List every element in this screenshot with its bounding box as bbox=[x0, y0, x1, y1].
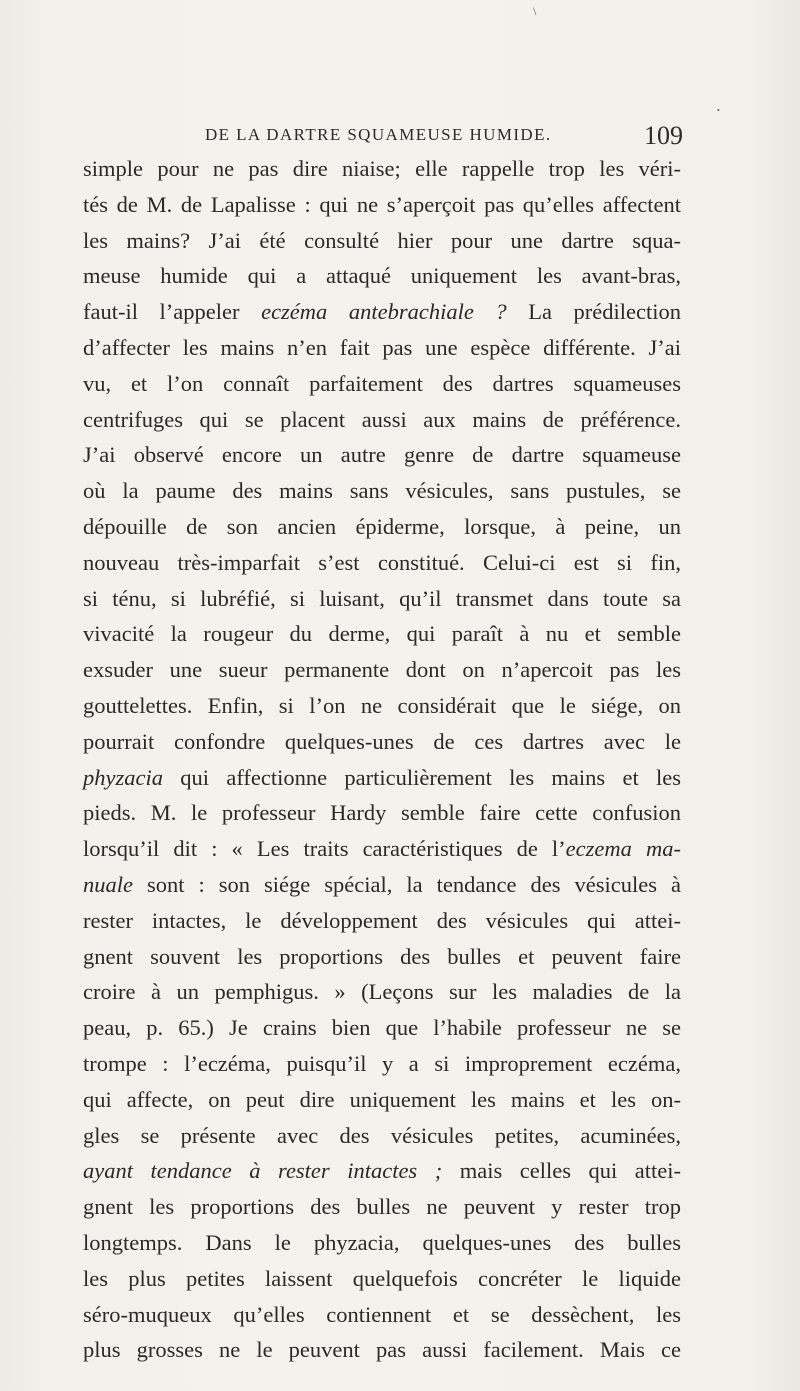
text-line bbox=[83, 867, 681, 903]
text-line bbox=[83, 581, 681, 617]
running-head: DE LA DARTRE SQUAMEUSE HUMIDE. bbox=[205, 125, 552, 144]
text-line bbox=[83, 903, 681, 939]
text-line bbox=[83, 258, 681, 294]
text-run: qui affecte, on peut dire uniquement les mains et les on- bbox=[83, 1086, 681, 1112]
text-line bbox=[83, 831, 681, 867]
paper-speck: \ bbox=[533, 4, 537, 18]
text-run: lorsqu’il dit : « Les traits caractéristiques de l’ bbox=[83, 836, 566, 862]
text-line bbox=[83, 1153, 681, 1189]
text-run: les plus petites laissent quelquefois concréter le liquide bbox=[83, 1265, 681, 1291]
italic-text-run: phyzacia bbox=[83, 764, 163, 790]
text-run: trompe : l’eczéma, puisqu’il y a si improprement eczéma, bbox=[83, 1050, 681, 1076]
text-line bbox=[83, 1082, 681, 1118]
text-run: gnent les proportions des bulles ne peuvent y rester trop bbox=[83, 1194, 681, 1220]
text-line bbox=[83, 402, 681, 438]
text-run: faut-il l’appeler bbox=[83, 299, 262, 325]
text-run: La prédilection bbox=[506, 299, 681, 325]
text-line bbox=[83, 1118, 681, 1154]
text-run: d’affecter les mains n’en fait pas une espèce différente. J’ai bbox=[83, 334, 681, 360]
text-run: qui affectionne particulièrement les mains et les bbox=[162, 764, 681, 790]
text-run: tés de M. de Lapalisse : qui ne s’aperçoit pas qu’elles affectent bbox=[83, 191, 681, 217]
text-run: mais celles qui attei- bbox=[442, 1158, 682, 1184]
text-line bbox=[83, 688, 681, 724]
text-line bbox=[83, 1189, 681, 1225]
text-run: séro-muqueux qu’elles contiennent et se dessèchent, les bbox=[83, 1301, 681, 1327]
italic-text-run: nuale bbox=[83, 871, 133, 897]
text-run: sont : son siége spécial, la tendance des vésicules à bbox=[133, 871, 681, 897]
text-run: rester intactes, le développement des vésicules qui attei- bbox=[83, 907, 681, 933]
paper-speck: • bbox=[717, 106, 720, 115]
text-run: gnent souvent les proportions des bulles et peuvent faire bbox=[83, 943, 681, 969]
text-line bbox=[83, 223, 681, 259]
italic-text-run: eczéma antebrachiale ? bbox=[261, 299, 507, 325]
text-run: où la paume des mains sans vésicules, sans pustules, se bbox=[83, 478, 681, 504]
text-run: simple pour ne pas dire niaise; elle rappelle trop les véri- bbox=[83, 156, 681, 181]
text-run: longtemps. Dans le phyzacia, quelques-unes des bulles bbox=[83, 1229, 681, 1255]
text-run: centrifuges qui se placent aussi aux mains de préférence. bbox=[83, 406, 681, 432]
text-line bbox=[83, 545, 681, 581]
text-run: peau, p. 65.) Je crains bien que l’habile professeur ne se bbox=[83, 1015, 681, 1041]
text-line bbox=[83, 795, 681, 831]
text-run: pieds. M. le professeur Hardy semble faire cette confusion bbox=[83, 800, 681, 826]
text-line bbox=[83, 724, 681, 760]
text-line bbox=[83, 151, 681, 187]
text-run: vivacité la rougeur du derme, qui paraît à nu et semble bbox=[83, 621, 681, 647]
text-line bbox=[83, 974, 681, 1010]
text-line bbox=[83, 616, 681, 652]
text-run: pourrait confondre quelques-unes de ces dartres avec le bbox=[83, 728, 681, 754]
text-line bbox=[83, 1297, 681, 1333]
italic-text-run: ayant tendance à rester intactes ; bbox=[83, 1158, 443, 1184]
text-run: dépouille de son ancien épiderme, lorsque, à peine, un bbox=[83, 513, 681, 539]
text-line bbox=[83, 1332, 681, 1368]
text-line bbox=[83, 437, 681, 473]
body-text bbox=[83, 151, 681, 1368]
text-line bbox=[83, 652, 681, 688]
text-run: gles se présente avec des vésicules petites, acuminées, bbox=[83, 1122, 681, 1148]
text-line bbox=[83, 330, 681, 366]
text-run: si ténu, si lubréfié, si luisant, qu’il transmet dans toute sa bbox=[83, 585, 681, 611]
text-line bbox=[83, 1261, 681, 1297]
text-run: exsuder une sueur permanente dont on n’apercoit pas les bbox=[83, 657, 681, 683]
text-run: plus grosses ne le peuvent pas aussi facilement. Mais ce bbox=[83, 1337, 681, 1363]
text-line bbox=[83, 473, 681, 509]
text-run: vu, et l’on connaît parfaitement des dartres squameuses bbox=[83, 370, 681, 396]
text-run: croire à un pemphigus. » (Leçons sur les maladies de la bbox=[83, 979, 681, 1005]
text-run: J’ai observé encore un autre genre de dartre squameuse bbox=[83, 442, 681, 468]
text-run: nouveau très-imparfait s’est constitué. Celui-ci est si fin, bbox=[83, 549, 681, 575]
text-run: meuse humide qui a attaqué uniquement les avant-bras, bbox=[83, 263, 681, 289]
text-line bbox=[83, 760, 681, 796]
text-line bbox=[83, 294, 681, 330]
italic-text-run: eczema ma- bbox=[565, 836, 681, 862]
text-run: gouttelettes. Enfin, si l’on ne considérait que le siége, on bbox=[83, 692, 681, 718]
text-line bbox=[83, 1010, 681, 1046]
page-header bbox=[205, 121, 683, 151]
text-line bbox=[83, 939, 681, 975]
text-line bbox=[83, 187, 681, 223]
text-line bbox=[83, 1225, 681, 1261]
text-line bbox=[83, 509, 681, 545]
page-number: 109 bbox=[644, 121, 683, 150]
text-line bbox=[83, 1046, 681, 1082]
text-line bbox=[83, 366, 681, 402]
text-run: les mains? J’ai été consulté hier pour une dartre squa- bbox=[83, 227, 681, 253]
